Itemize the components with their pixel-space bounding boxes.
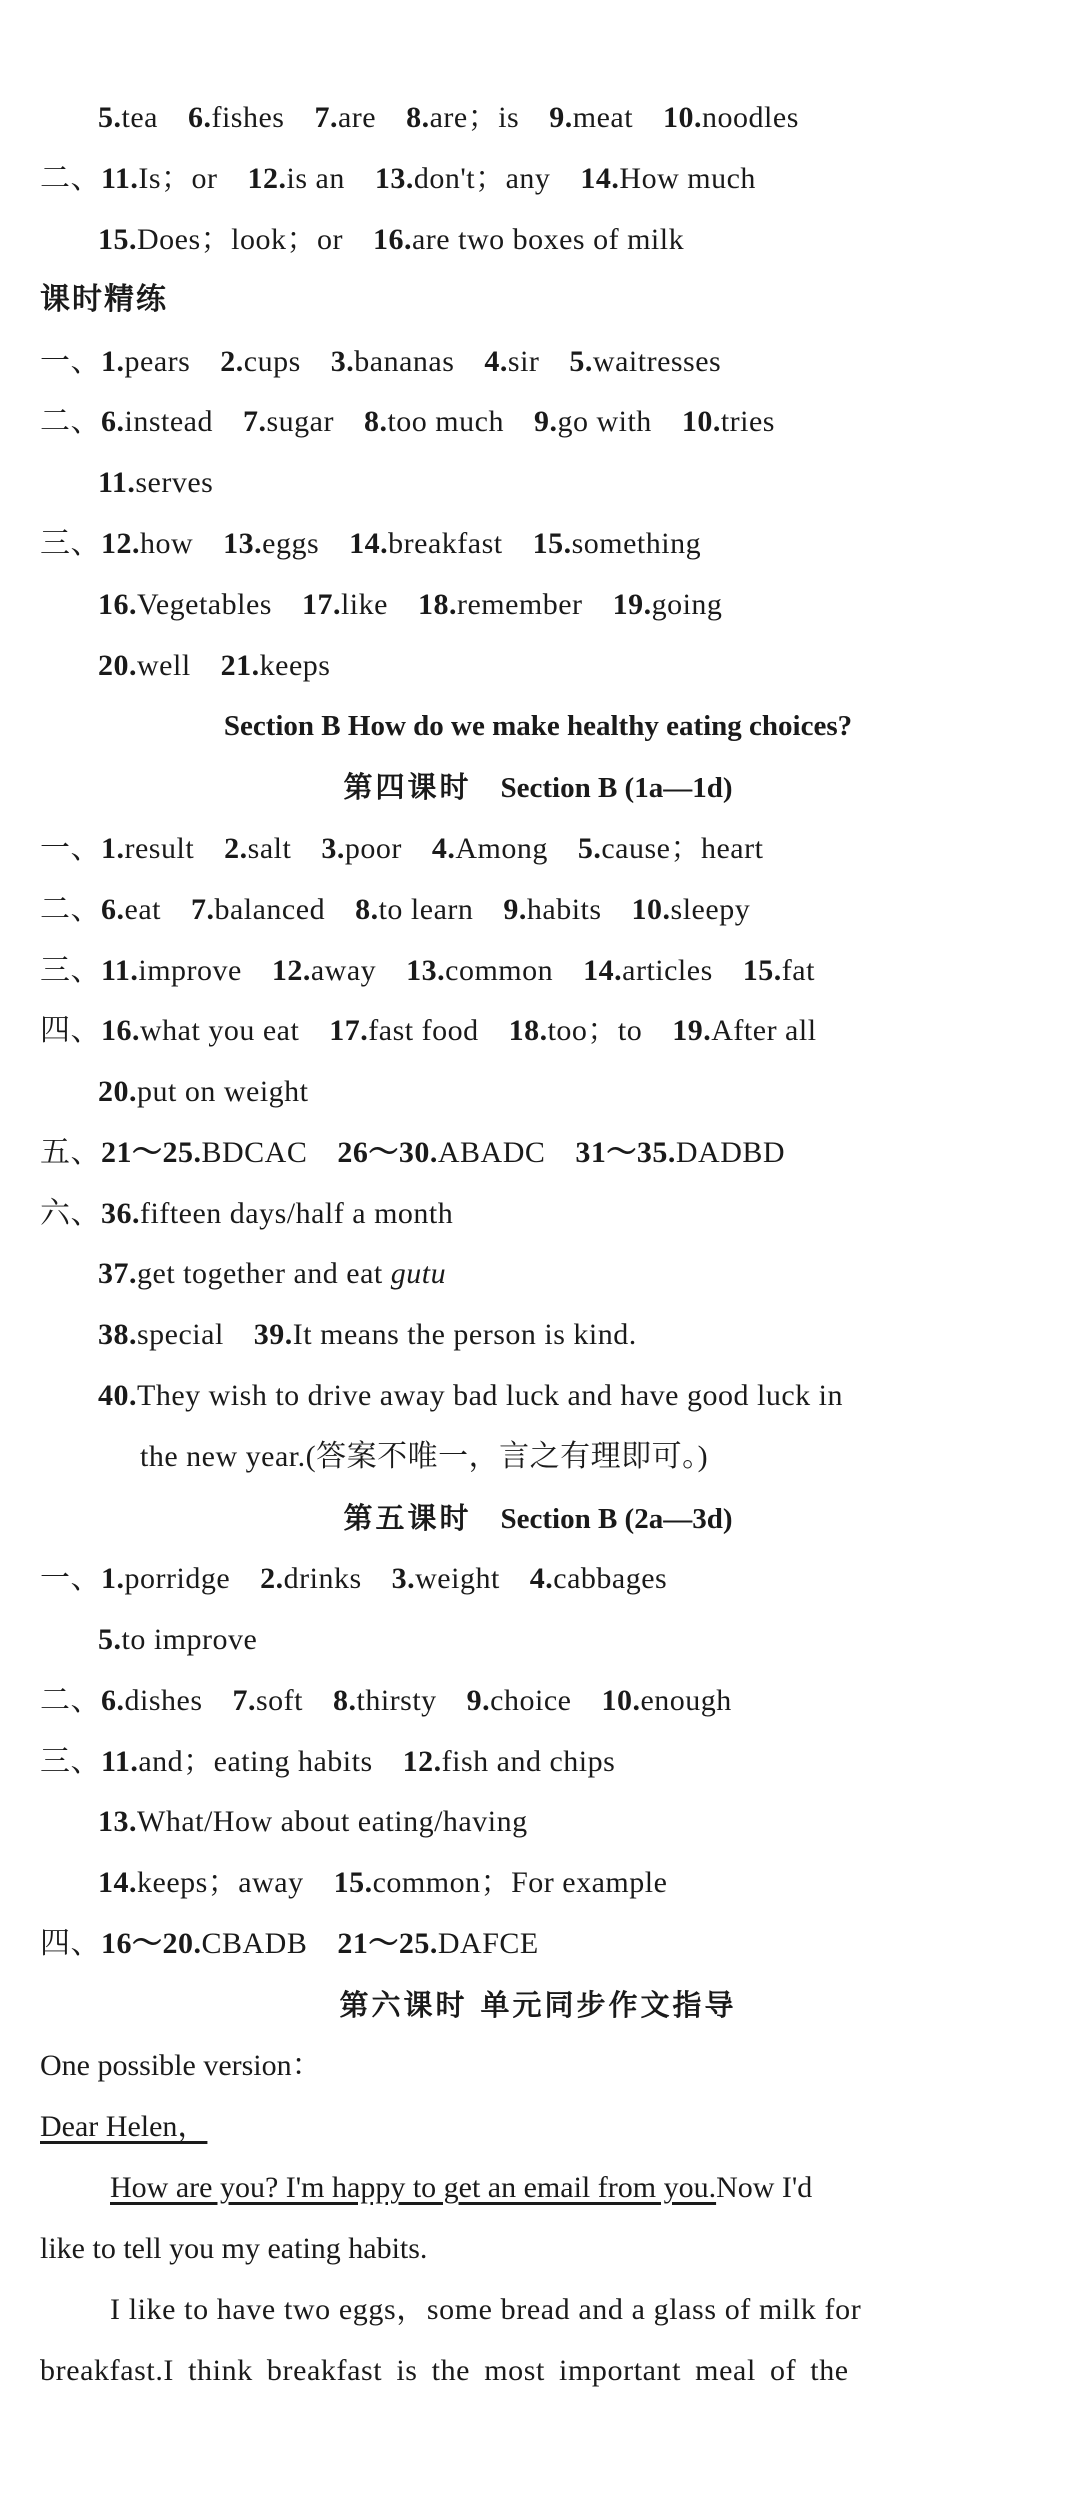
answer-item — [248, 162, 345, 195]
answer-number: 21～25. — [337, 1927, 438, 1960]
answer-number: 39. — [253, 1318, 293, 1351]
answer-number: 3. — [330, 345, 355, 378]
answer-number: 6. — [101, 893, 125, 926]
answer-row — [98, 1800, 1076, 1844]
answer-row — [98, 1374, 1076, 1418]
answer-text: Is；or — [138, 162, 218, 195]
answer-text: fishes — [211, 101, 285, 134]
answer-number: 17. — [301, 588, 341, 621]
answer-number: 5. — [98, 101, 122, 134]
answer-row — [98, 644, 1076, 688]
answer-number: 11. — [101, 1745, 139, 1778]
answer-number: 12. — [101, 527, 140, 560]
answer-text: special — [137, 1318, 224, 1351]
lesson-title — [0, 1983, 1076, 2028]
answer-number: 8. — [406, 101, 430, 134]
answer-item — [101, 893, 161, 926]
answer-number: 18. — [508, 1014, 548, 1047]
section-number: 二、 — [40, 162, 101, 195]
answer-number: 15. — [742, 954, 782, 987]
answer-number: 1. — [101, 832, 125, 865]
answer-row — [40, 888, 1076, 932]
answer-number: 38. — [98, 1318, 137, 1351]
answer-text: porridge — [124, 1562, 231, 1595]
answer-text: keeps；away — [137, 1866, 304, 1899]
answer-item — [101, 1927, 307, 1960]
answer-item — [101, 1014, 299, 1047]
essay-intro: One possible version： — [40, 2049, 322, 2082]
answer-row — [98, 1313, 1076, 1357]
answer-number: 19. — [672, 1014, 712, 1047]
answer-number: 4. — [431, 832, 456, 865]
answer-item — [549, 101, 633, 134]
answer-text: sir — [507, 345, 540, 378]
answer-number: 13. — [374, 162, 414, 195]
answer-text: how — [140, 527, 194, 560]
answer-row — [40, 1009, 1076, 1053]
answer-text: to learn — [378, 893, 474, 926]
answer-number: 18. — [417, 588, 457, 621]
answer-text: salt — [247, 832, 292, 865]
answer-item — [98, 1075, 309, 1108]
answer-row — [98, 461, 1076, 505]
answer-number: 13. — [98, 1805, 137, 1838]
answer-item — [98, 1866, 304, 1899]
answer-number: 12. — [402, 1745, 442, 1778]
answer-text: common — [445, 954, 554, 987]
answer-number: 16. — [101, 1014, 140, 1047]
section-number: 六、 — [40, 1197, 101, 1230]
answer-number: 9. — [503, 893, 527, 926]
answer-text: fish and chips — [441, 1745, 616, 1778]
answer-number: 26～30. — [337, 1136, 438, 1169]
answer-item — [101, 954, 242, 987]
answer-item — [484, 345, 539, 378]
answer-text: fat — [781, 954, 815, 987]
answer-number: 1. — [101, 345, 125, 378]
answer-item — [98, 1805, 528, 1838]
answer-item — [632, 893, 751, 926]
answer-text: After all — [711, 1014, 817, 1047]
answer-text: like — [340, 588, 388, 621]
answer-row — [40, 1922, 1076, 1966]
lesson-title-en: Section B (2a—3d) — [500, 1503, 733, 1535]
answer-number: 16. — [372, 223, 412, 256]
answer-number: 7. — [242, 405, 267, 438]
answer-number: 20. — [98, 1075, 137, 1108]
answer-row — [40, 827, 1076, 871]
answer-number: 36. — [101, 1197, 140, 1230]
answer-text: eggs — [262, 527, 320, 560]
answer-item — [403, 1745, 616, 1778]
answer-number: 15. — [532, 527, 572, 560]
answer-number: 2. — [224, 832, 248, 865]
answer-item — [98, 223, 343, 256]
answer-item — [743, 954, 815, 987]
answer-number: 8. — [355, 893, 379, 926]
answer-text: They wish to drive away bad luck and have good luck in — [137, 1379, 843, 1412]
answer-item — [101, 162, 218, 195]
answer-item — [392, 1562, 500, 1595]
essay-line: I like to have two eggs，some bread and a glass of milk for — [110, 2293, 862, 2326]
answer-text: DADBD — [675, 1136, 786, 1169]
answer-row — [98, 96, 1076, 140]
answer-text: fast food — [368, 1014, 479, 1047]
answer-text: balanced — [214, 893, 326, 926]
answer-text: Among — [455, 832, 548, 865]
answer-item — [467, 1684, 572, 1717]
answer-number: 10. — [681, 405, 721, 438]
answer-number: 19. — [612, 588, 652, 621]
answer-number: 21. — [220, 649, 260, 682]
answer-row — [40, 340, 1076, 384]
answer-text: What/How about eating/having — [137, 1805, 528, 1838]
answer-text: Does；look；or — [137, 223, 343, 256]
answer-text: common；For example — [372, 1866, 668, 1899]
answer-item — [101, 1136, 307, 1169]
answer-item — [254, 1318, 637, 1351]
answer-text: are；is — [429, 101, 520, 134]
answer-row — [40, 1131, 1076, 1175]
answer-text: what you eat — [140, 1014, 300, 1047]
answer-item — [575, 1136, 785, 1169]
answer-item — [530, 1562, 667, 1595]
answer-text: too much — [387, 405, 504, 438]
answer-text: How much — [619, 162, 756, 195]
answer-row — [40, 522, 1076, 566]
answer-item — [333, 1684, 437, 1717]
answer-text: cabbages — [553, 1562, 668, 1595]
answer-text: remember — [456, 588, 583, 621]
section-number: 四、 — [40, 1927, 101, 1960]
answer-item — [101, 1684, 203, 1717]
answer-row — [40, 400, 1076, 444]
essay-line — [110, 2166, 812, 2210]
answer-number: 4. — [529, 1562, 554, 1595]
answer-number: 4. — [484, 345, 508, 378]
lesson-title — [0, 765, 1076, 810]
section-number: 二、 — [40, 405, 101, 438]
essay-line: like to tell you my eating habits. — [40, 2232, 428, 2265]
answer-text: going — [651, 588, 723, 621]
answer-item — [98, 588, 272, 621]
answer-item — [260, 1562, 362, 1595]
answer-number: 6. — [101, 1684, 125, 1717]
answer-number: 9. — [533, 405, 558, 438]
answer-item — [233, 1684, 304, 1717]
lesson-title-cn: 第五课时 — [343, 1501, 472, 1535]
answer-text: pears — [124, 345, 191, 378]
answer-number: 37. — [98, 1257, 137, 1290]
section-number: 三、 — [40, 954, 101, 987]
answer-item — [503, 893, 601, 926]
answer-number: 10. — [601, 1684, 641, 1717]
answer-number: 21～25. — [101, 1136, 202, 1169]
essay-text: Now I'd — [716, 2171, 813, 2204]
answer-text: bananas — [354, 345, 455, 378]
answer-item — [364, 405, 504, 438]
answer-text: habits — [526, 893, 602, 926]
answer-number: 8. — [363, 405, 388, 438]
answer-number: 7. — [232, 1684, 256, 1717]
answer-item — [349, 527, 502, 560]
answer-item — [314, 101, 376, 134]
answer-number: 5. — [98, 1623, 122, 1656]
answer-text: eat — [124, 893, 161, 926]
answer-item — [98, 1318, 224, 1351]
answer-row — [40, 1740, 1076, 1784]
answer-text: are — [337, 101, 377, 134]
answer-text: DAFCE — [437, 1927, 539, 1960]
answer-number: 17. — [329, 1014, 369, 1047]
answer-item — [98, 1623, 257, 1656]
answer-item — [220, 345, 301, 378]
answer-item — [98, 101, 158, 134]
answer-item — [672, 1014, 816, 1047]
answer-italic-word: gutu — [390, 1257, 447, 1290]
answer-text: cause；heart — [601, 832, 764, 865]
answer-text: serves — [135, 466, 214, 499]
answer-item — [682, 405, 775, 438]
answer-item — [337, 1927, 538, 1960]
answer-row — [98, 1861, 1076, 1905]
answer-number: 16～20. — [101, 1927, 202, 1960]
lesson-title-cn: 第四课时 — [343, 770, 472, 804]
answer-text: sugar — [266, 405, 334, 438]
answer-text: away — [310, 954, 377, 987]
answer-text: Vegetables — [137, 588, 272, 621]
answer-text: drinks — [283, 1562, 362, 1595]
answer-number: 6. — [101, 405, 125, 438]
answer-number: 11. — [98, 466, 136, 499]
answer-item — [302, 588, 388, 621]
answer-item — [101, 527, 193, 560]
answer-text: are two boxes of milk — [411, 223, 685, 256]
answer-number: 10. — [663, 101, 703, 134]
answer-number: 14. — [580, 162, 620, 195]
answer-number: 7. — [314, 101, 338, 134]
answer-item — [375, 162, 551, 195]
lesson-title-cn: 第六课时 单元同步作文指导 — [339, 1988, 737, 2022]
answer-number: 1. — [101, 1562, 125, 1595]
answer-number: 2. — [220, 345, 244, 378]
answer-item — [101, 405, 213, 438]
answer-text: CBADB — [201, 1927, 308, 1960]
answer-item — [578, 832, 764, 865]
answer-item — [221, 649, 331, 682]
answer-item — [223, 527, 319, 560]
answer-item — [224, 832, 291, 865]
section-title: Section B How do we make healthy eating choices? — [223, 710, 853, 742]
answer-item — [569, 345, 721, 378]
answer-item — [406, 954, 553, 987]
answer-item — [243, 405, 334, 438]
answer-item — [101, 832, 194, 865]
section-number: 一、 — [40, 1562, 101, 1595]
answer-number: 10. — [631, 893, 671, 926]
answer-text: noodles — [702, 101, 799, 134]
answer-item — [432, 832, 548, 865]
answer-item — [509, 1014, 643, 1047]
answer-text: something — [571, 527, 702, 560]
answer-text: meat — [572, 101, 634, 134]
answer-item — [101, 1197, 453, 1230]
answer-number: 9. — [549, 101, 573, 134]
answer-text: ABADC — [437, 1136, 546, 1169]
answer-number: 14. — [349, 527, 389, 560]
answer-item — [188, 101, 285, 134]
answer-row — [40, 949, 1076, 993]
answer-item — [337, 1136, 545, 1169]
answer-row — [98, 1252, 1076, 1296]
section-number: 一、 — [40, 832, 101, 865]
section-heading: 课时精练 — [40, 282, 168, 317]
answer-number: 31～35. — [575, 1136, 676, 1169]
answer-item — [101, 1562, 230, 1595]
answer-row — [98, 218, 1076, 262]
lesson-title-en: Section B (1a—1d) — [500, 772, 733, 804]
answer-text: is an — [286, 162, 345, 195]
answer-text: to improve — [121, 1623, 258, 1656]
answer-number: 7. — [190, 893, 215, 926]
answer-item — [583, 954, 713, 987]
answer-row-continued: the new year.(答案不唯一，言之有理即可。) — [140, 1440, 709, 1473]
answer-number: 11. — [101, 954, 139, 987]
answer-number: 20. — [98, 649, 137, 682]
answer-item — [321, 832, 402, 865]
answer-number: 16. — [98, 588, 137, 621]
answer-text: cups — [243, 345, 301, 378]
answer-text: articles — [622, 954, 713, 987]
answer-number: 6. — [187, 101, 212, 134]
answer-text: thirsty — [356, 1684, 437, 1717]
answer-text: put on weight — [137, 1075, 309, 1108]
answer-text: choice — [490, 1684, 572, 1717]
answer-text: keeps — [259, 649, 331, 682]
answer-text: waitresses — [592, 345, 722, 378]
answer-text: enough — [640, 1684, 732, 1717]
answer-number: 13. — [223, 527, 263, 560]
lesson-title — [0, 1496, 1076, 1541]
answer-row — [40, 157, 1076, 201]
answer-text: poor — [344, 832, 402, 865]
answer-item — [191, 893, 325, 926]
answer-item — [373, 223, 684, 256]
essay-underlined: How are you? I'm happy to get an email from you. — [110, 2171, 717, 2204]
answer-text: improve — [138, 954, 242, 987]
answer-text: tries — [720, 405, 775, 438]
answer-item — [98, 466, 213, 499]
answer-number: 40. — [98, 1379, 137, 1412]
answer-item — [406, 101, 519, 134]
answer-row — [40, 1679, 1076, 1723]
answer-text: weight — [415, 1562, 500, 1595]
section-number: 二、 — [40, 893, 101, 926]
answer-text: instead — [124, 405, 213, 438]
answer-number: 8. — [333, 1684, 357, 1717]
answer-number: 15. — [98, 223, 137, 256]
essay-line: breakfast.I think breakfast is the most important meal of the — [40, 2354, 849, 2387]
answer-row — [98, 583, 1076, 627]
answer-text: BDCAC — [201, 1136, 308, 1169]
answer-number: 15. — [333, 1866, 373, 1899]
answer-number: 13. — [406, 954, 446, 987]
answer-item — [98, 649, 191, 682]
section-number: 五、 — [40, 1136, 101, 1169]
answer-text: and；eating habits — [138, 1745, 373, 1778]
answer-number: 12. — [247, 162, 287, 195]
answer-item — [272, 954, 376, 987]
answer-text: breakfast — [388, 527, 503, 560]
answer-row — [40, 1192, 1076, 1236]
answer-number: 11. — [101, 162, 139, 195]
answer-number: 2. — [260, 1562, 284, 1595]
section-number: 一、 — [40, 345, 101, 378]
answer-item — [101, 345, 190, 378]
answer-number: 12. — [271, 954, 311, 987]
answer-item — [613, 588, 723, 621]
answer-text: sleepy — [670, 893, 751, 926]
answer-item — [355, 893, 473, 926]
answer-row — [98, 1618, 1076, 1662]
answer-item — [533, 527, 702, 560]
answer-number: 5. — [569, 345, 593, 378]
answer-number: 3. — [321, 832, 345, 865]
answer-number: 9. — [466, 1684, 491, 1717]
answer-text: get together and eat — [137, 1257, 391, 1290]
section-number: 二、 — [40, 1684, 101, 1717]
essay-greeting: Dear Helen， — [40, 2110, 208, 2143]
answer-text: too；to — [547, 1014, 643, 1047]
answer-item — [331, 345, 455, 378]
answer-item — [329, 1014, 478, 1047]
answer-row — [40, 1557, 1076, 1601]
answer-text: dishes — [124, 1684, 203, 1717]
answer-text: tea — [121, 101, 158, 134]
answer-text: fifteen days/half a month — [140, 1197, 454, 1230]
answer-item — [601, 1684, 731, 1717]
answer-text: go with — [557, 405, 652, 438]
answer-number: 5. — [577, 832, 602, 865]
answer-item — [534, 405, 652, 438]
answer-row — [98, 1070, 1076, 1114]
answer-text: don't；any — [413, 162, 551, 195]
answer-item — [580, 162, 755, 195]
answer-text: It means the person is kind. — [292, 1318, 637, 1351]
answer-text: soft — [256, 1684, 303, 1717]
answer-item — [101, 1745, 373, 1778]
answer-number: 14. — [98, 1866, 137, 1899]
answer-number: 14. — [583, 954, 623, 987]
answer-item — [418, 588, 583, 621]
answer-item — [663, 101, 799, 134]
answer-item — [334, 1866, 668, 1899]
section-number: 三、 — [40, 527, 101, 560]
answer-text: result — [124, 832, 195, 865]
answer-text: well — [137, 649, 191, 682]
section-number: 三、 — [40, 1745, 101, 1778]
answer-number: 3. — [391, 1562, 416, 1595]
section-number: 四、 — [40, 1014, 101, 1047]
